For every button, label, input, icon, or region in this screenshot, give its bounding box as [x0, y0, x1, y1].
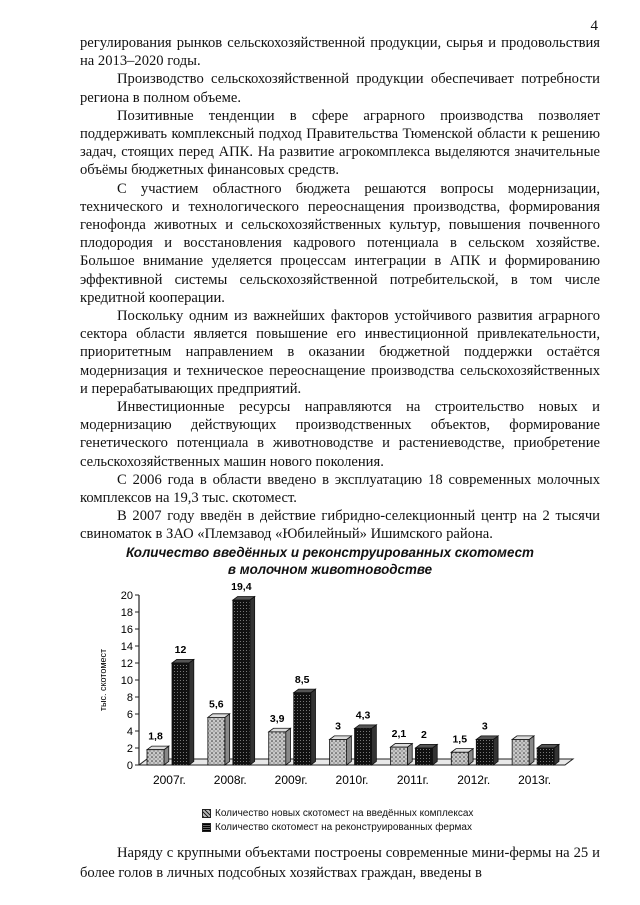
bar-new	[390, 747, 407, 765]
bar-reconstructed	[476, 740, 493, 766]
data-label-new: 1,8	[148, 730, 163, 743]
bar-new	[451, 752, 468, 765]
paragraph: Наряду с крупными объектами построены современные мини-фермы на 25 и более голов в личных подсобных хозяйствах граждан, введены в	[80, 845, 600, 881]
bar-new	[269, 732, 286, 765]
bar-reconstructed-side	[189, 659, 194, 765]
bar-new	[330, 740, 347, 766]
paragraph: В 2007 году введён в действие гибридно-селекционный центр на 2 тысячи свиноматок в ЗАО «Племзавод «Юбилейный» Ишимского района.	[80, 508, 600, 543]
bar-new-side	[286, 728, 291, 765]
data-label-reconstructed: 3	[481, 720, 488, 733]
x-tick-label: 2007г.	[152, 773, 186, 787]
page-number: 4	[590, 18, 598, 34]
bar-new	[147, 750, 164, 765]
x-tick-label: 2010г.	[335, 773, 369, 787]
x-tick-label: 2012г.	[457, 773, 491, 787]
legend-label-new: Количество новых скотомест на введённых комплексах	[215, 807, 474, 819]
y-tick-label: 6	[126, 709, 133, 721]
bar-reconstructed	[415, 748, 432, 765]
legend-swatch-reconstructed	[202, 823, 211, 832]
y-tick-label: 2	[126, 743, 133, 755]
y-tick-label: 8	[126, 692, 133, 704]
paragraph: Инвестиционные ресурсы направляются на строительство новых и модернизацию действующих производственных объектов, формирование генетического потенциала в животноводстве и растениеводстве, приобретение сельскохозяйственных машин нового поколения.	[80, 399, 600, 470]
y-tick-label: 20	[120, 590, 133, 602]
data-label-new: 2,1	[391, 728, 407, 741]
data-label-reconstructed: 12	[174, 644, 187, 656]
data-label-new: 3,9	[269, 712, 285, 725]
x-tick-label: 2011г.	[396, 773, 429, 787]
y-tick-label: 12	[120, 658, 133, 670]
bar-reconstructed-side	[493, 736, 498, 765]
bar-reconstructed-side	[250, 597, 255, 766]
bar-new-side	[347, 736, 352, 765]
x-tick-label: 2013г.	[518, 773, 552, 787]
y-tick-label: 0	[126, 760, 133, 772]
y-tick-label: 16	[120, 624, 133, 636]
bottom-text	[80, 843, 600, 883]
y-axis-label: тыс. скотомест	[98, 648, 108, 712]
bar-new	[208, 717, 225, 765]
bar-chart	[95, 580, 585, 790]
data-label-new: 1,5	[452, 733, 468, 746]
chart-legend	[202, 806, 473, 834]
bar-reconstructed	[294, 693, 311, 765]
y-tick-label: 10	[120, 675, 133, 687]
legend-item-new	[202, 806, 473, 820]
data-label-reconstructed: 4,3	[355, 709, 371, 722]
paragraph: С 2006 года в области введено в эксплуатацию 18 современных молочных комплексов на 19,3 тыс. скотомест.	[80, 471, 600, 507]
paragraph: Производство сельскохозяйственной продукции обеспечивает потребности региона в полном объеме.	[80, 71, 600, 106]
paragraph: регулирования рынков сельскохозяйственной продукции, сырья и продовольствия на 2013–2020 годы.	[80, 35, 600, 70]
bar-reconstructed	[537, 748, 554, 765]
legend-swatch-new	[202, 809, 211, 818]
y-tick-label: 4	[126, 726, 133, 738]
chart-title-line2: в молочном животноводстве	[227, 562, 433, 577]
paragraph: Поскольку одним из важнейших факторов устойчивого развития аграрного сектора области является повышение его инвестиционной привлекательности, приоритетным направлением в оказании бюджетной поддержки остаётся модернизация и техническое переоснащение производства сельскохозяйственных и перерабатывающих предприятий.	[80, 308, 600, 397]
data-label-reconstructed: 19,4	[231, 581, 252, 594]
bar-reconstructed	[233, 600, 250, 765]
bar-new-side	[225, 714, 230, 765]
x-tick-label: 2008г.	[213, 773, 247, 787]
legend-label-reconstructed: Количество скотомест на реконструированных фермах	[215, 821, 472, 833]
bar-new	[512, 740, 529, 766]
legend-item-reconstructed	[202, 820, 473, 834]
bar-new-side	[529, 736, 534, 765]
bar-reconstructed	[172, 663, 189, 765]
body-text	[80, 34, 600, 544]
data-label-reconstructed: 8,5	[294, 673, 310, 686]
bar-reconstructed-side	[372, 725, 377, 765]
y-tick-label: 14	[120, 641, 133, 653]
x-tick-label: 2009г.	[274, 773, 308, 787]
bar-reconstructed-side	[311, 689, 316, 765]
paragraph: С участием областного бюджета решаются вопросы модернизации, технического и технологического переоснащения производства, формирования генофонда животных и сельскохозяйственных культур, повышения почвенного плодородия и восстановления кадрового потенциала в сельском хозяйстве. Большое внимание уделяется процессам интеграции в АПК и формированию эффективной системы сельскохозяйственной потребительской, в том числе кредитной кооперации.	[80, 180, 600, 306]
y-tick-label: 18	[120, 607, 133, 619]
data-label-new: 5,6	[209, 698, 224, 711]
data-label-new: 3	[335, 720, 341, 733]
bar-reconstructed	[355, 728, 372, 765]
paragraph: Позитивные тенденции в сфере аграрного производства позволяет поддерживать комплексный подход Правительства Тюменской области к решению задач, стоящих перед АПК. На развитие агрокомплекса выделяются значительные объёмы бюджетных финансовых средств.	[80, 107, 600, 179]
data-label-reconstructed: 2	[421, 729, 427, 741]
chart-title-line1: Количество введённых и реконструированных скотомест	[126, 545, 534, 560]
